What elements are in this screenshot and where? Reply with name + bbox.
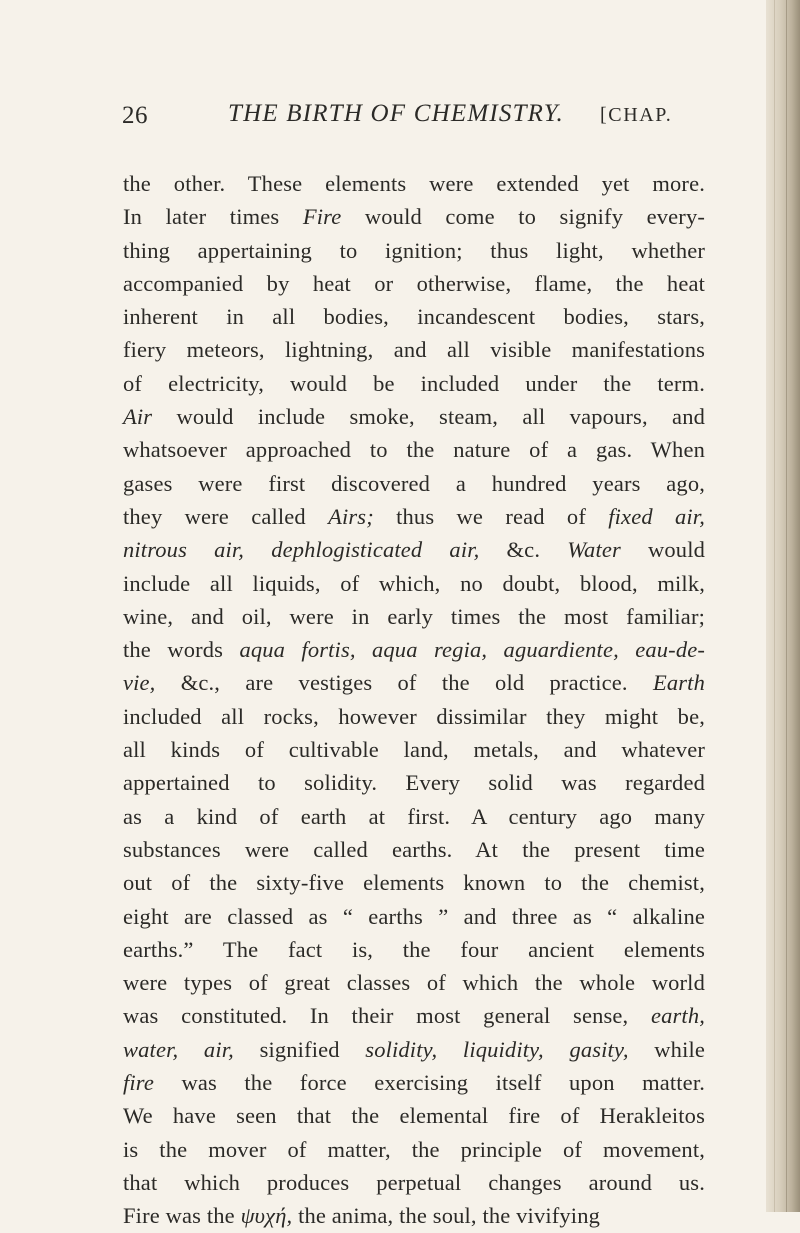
text-segment: In later times: [123, 204, 303, 230]
text-line: [123, 400, 705, 433]
italic-text: nitrous air, dephlogisticated air,: [123, 537, 480, 563]
text-segment: the words: [123, 637, 240, 663]
italic-text: aqua fortis, aqua regia, aguardiente, eau-de-: [239, 637, 705, 663]
italic-text: Airs;: [328, 503, 374, 529]
italic-text: solidity, liquidity, gasity,: [365, 1036, 629, 1062]
text-line: [123, 300, 705, 333]
text-line: [123, 666, 705, 699]
text-segment: that which produces perpetual changes around us.: [123, 1169, 705, 1195]
text-line: [123, 900, 705, 933]
page-edge: [766, 0, 800, 1212]
text-segment: the other. These elements were extended yet more.: [123, 171, 705, 196]
text-segment: inherent in all bodies, incandescent bodies, stars,: [123, 304, 705, 330]
text-segment: was the force exercising itself upon matter.: [154, 1070, 705, 1096]
text-line: [123, 966, 705, 999]
text-segment: would include smoke, steam, all vapours, and: [152, 404, 705, 430]
text-segment: was constituted. In their most general sense,: [123, 1003, 651, 1029]
text-line: [123, 833, 705, 866]
text-line: [123, 733, 705, 766]
text-line: [123, 1166, 705, 1199]
text-segment: substances were called earths. At the present time: [123, 836, 705, 862]
text-line: [123, 167, 705, 200]
text-line: [123, 933, 705, 966]
text-segment: Fire was the: [123, 1203, 241, 1229]
text-line: [123, 1133, 705, 1166]
text-segment: include all liquids, of which, no doubt, blood, milk,: [123, 570, 705, 596]
italic-text: fire: [123, 1070, 155, 1096]
text-segment: would come to signify every-: [341, 204, 705, 230]
text-line: [123, 1199, 705, 1232]
text-segment: earths.” The fact is, the four ancient elements: [123, 936, 705, 962]
text-segment: We have seen that the elemental fire of Herakleitos: [123, 1103, 705, 1129]
text-line: [123, 866, 705, 899]
text-segment: the anima, the soul, the vivifying: [292, 1203, 601, 1229]
body-text: [123, 167, 705, 1233]
chapter-marker: [CHAP.: [600, 104, 673, 126]
text-line: [123, 267, 705, 300]
text-line: [123, 567, 705, 600]
text-segment: whatsoever approached to the nature of a gas. When: [123, 437, 705, 463]
text-segment: all kinds of cultivable land, metals, and whatever: [123, 737, 705, 763]
text-line: [123, 200, 705, 233]
text-line: [123, 1066, 705, 1099]
italic-text: ψυχή,: [240, 1203, 293, 1229]
text-line: [123, 700, 705, 733]
text-segment: thus we read of: [373, 503, 609, 529]
italic-text: vie,: [123, 670, 156, 696]
text-line: [123, 467, 705, 500]
text-line: [123, 333, 705, 366]
text-line: [123, 367, 705, 400]
text-segment: they were called: [123, 503, 329, 529]
text-line: [123, 1033, 705, 1066]
text-line: [123, 433, 705, 466]
text-segment: while: [628, 1036, 706, 1062]
italic-text: Air: [123, 404, 153, 430]
italic-text: Earth: [652, 670, 705, 696]
text-segment: is the mover of matter, the principle of movement,: [123, 1136, 705, 1162]
text-segment: would: [620, 537, 706, 563]
page-number: 26: [122, 102, 148, 129]
text-segment: as a kind of earth at first. A century ago many: [123, 803, 705, 829]
text-segment: out of the sixty-five elements known to the chemist,: [123, 870, 705, 896]
italic-text: water, air,: [123, 1036, 234, 1062]
text-line: [123, 999, 705, 1032]
text-line: [123, 234, 705, 267]
text-segment: were types of great classes of which the whole world: [123, 970, 705, 996]
text-segment: included all rocks, however dissimilar they might be,: [123, 703, 705, 729]
text-segment: of electricity, would be included under the term.: [123, 370, 705, 396]
text-segment: accompanied by heat or otherwise, flame, the heat: [123, 270, 705, 296]
running-head: [118, 92, 706, 128]
text-line: [123, 766, 705, 799]
italic-text: Water: [567, 537, 621, 563]
text-segment: thing appertaining to ignition; thus light, whether: [123, 237, 705, 263]
text-line: [123, 1099, 705, 1132]
text-segment: &c., are vestiges of the old practice.: [155, 670, 653, 696]
text-segment: &c.: [479, 537, 568, 563]
text-line: [123, 533, 705, 566]
text-segment: gases were first discovered a hundred years ago,: [123, 470, 705, 496]
text-line: [123, 800, 705, 833]
text-segment: appertained to solidity. Every solid was regarded: [123, 770, 705, 796]
text-segment: wine, and oil, were in early times the most familiar;: [123, 603, 705, 629]
italic-text: earth,: [650, 1003, 705, 1029]
text-line: [123, 500, 705, 533]
running-title: THE BIRTH OF CHEMISTRY.: [228, 100, 564, 127]
text-segment: eight are classed as “ earths ” and three as “ alkaline: [123, 903, 705, 929]
italic-text: Fire: [302, 204, 342, 230]
text-segment: fiery meteors, lightning, and all visible manifestations: [123, 337, 705, 363]
italic-text: fixed air,: [608, 503, 705, 529]
text-segment: signified: [233, 1036, 366, 1062]
text-line: [123, 600, 705, 633]
text-line: [123, 633, 705, 666]
